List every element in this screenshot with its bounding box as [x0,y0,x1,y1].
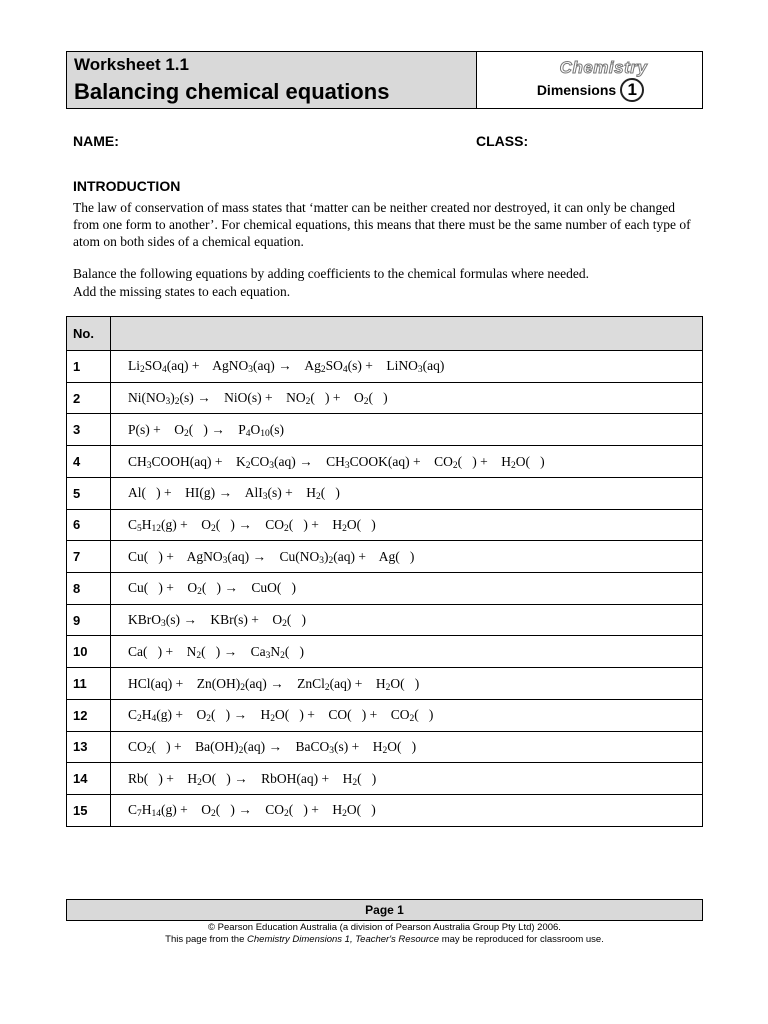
introduction-paragraph: The law of conservation of mass states that ‘matter can be neither created nor destroyed, it can only be changed from one form to another’. For chemical equations, this means that there must be the same number of each type of atom on both sides of a chemical equation. [73,200,691,249]
table-row [67,573,703,605]
table-row [67,414,703,446]
equation-cell[interactable] [111,382,703,414]
equation-text: $Ni(NO_3)_2(s)$ → NiO(s) + $NO_2$( ) + $O_2$( ) [128,390,388,408]
instructions [73,265,703,301]
equation-text: KBrO$_3$(s) → KBr(s) + $O_2$( ) [128,612,306,630]
table-row [67,731,703,763]
instructions-line-1: Balance the following equations by adding coefficients to the chemical formulas where needed. [73,266,589,281]
row-number: 9 [67,604,111,636]
row-number: 14 [67,763,111,795]
worksheet-title-block [67,52,477,108]
brand-logo-dimensions [537,78,644,102]
equation-text: $Li_2SO_4(aq)$ + AgNO$_3$(aq) → $Ag_2SO_4(s)$ + LiNO$_3$(aq) [128,358,445,376]
brand-logo-word: Dimensions [536,81,617,98]
brand-logo [477,52,702,108]
table-row [67,795,703,827]
table-row [67,382,703,414]
row-number: 8 [67,573,111,605]
column-header-no: No. [67,317,111,351]
reproduction-notice [66,934,703,946]
name-label: NAME: [73,133,119,149]
row-number: 3 [67,414,111,446]
equation-text: Ca( ) + $N_2$( ) → $Ca_3N_2$( ) [128,643,304,661]
equation-cell[interactable] [111,414,703,446]
row-number: 13 [67,731,111,763]
page-number-bar: Page 1 [66,899,703,921]
equation-cell[interactable] [111,699,703,731]
worksheet-title: Balancing chemical equations [74,79,390,104]
instructions-line-2: Add the missing states to each equation. [73,284,291,299]
reproduction-book-title: Chemistry Dimensions 1, Teacher's Resource [247,934,440,945]
equation-text: $CH_3COOH(aq)$ + $K_2CO_3(aq)$ → $CH_3COOK(aq)$ + $CO_2$( ) + $H_2O$( ) [128,453,545,471]
equation-cell[interactable] [111,351,703,383]
row-number: 15 [67,795,111,827]
row-number: 4 [67,446,111,478]
table-row [67,763,703,795]
equation-cell[interactable] [111,477,703,509]
introduction-heading: INTRODUCTION [73,178,181,194]
column-header-equation [111,317,703,351]
brand-logo-chemistry: Chemistry [559,57,648,77]
table-row [67,446,703,478]
row-number: 11 [67,668,111,700]
table-row [67,351,703,383]
reproduction-prefix: This page from the [165,934,248,945]
table-row [67,699,703,731]
copyright-notice: © Pearson Education Australia (a division of Pearson Australia Group Pty Ltd) 2006. [208,922,561,933]
row-number: 1 [67,351,111,383]
equation-cell[interactable] [111,446,703,478]
worksheet-number: Worksheet 1.1 [74,55,189,74]
worksheet-header [66,51,703,109]
table-row [67,668,703,700]
class-label: CLASS: [476,133,529,149]
equation-text: $C_2H_4(g)$ + $O_2$( ) → $H_2O$( ) + CO( ) + $CO_2$( ) [128,707,434,725]
equation-text: Al( ) + HI(g) → AlI$_3$(s) + $H_2$( ) [128,485,340,503]
row-number: 5 [67,477,111,509]
equation-text: $C_5H_{12}(g)$ + $O_2$( ) → $CO_2$( ) + $H_2O$( ) [128,516,376,534]
table-row [67,636,703,668]
equation-cell[interactable] [111,763,703,795]
row-number: 2 [67,382,111,414]
equation-text: Cu( ) + $O_2$( ) → CuO( ) [128,580,296,598]
equation-text: P(s) + $O_2$( ) → $P_4O_{10}(s)$ [128,421,284,439]
equation-cell[interactable] [111,795,703,827]
equation-cell[interactable] [111,636,703,668]
equation-text: Rb( ) + $H_2O$( ) → RbOH(aq) + $H_2$( ) [128,770,377,788]
equation-cell[interactable] [111,731,703,763]
row-number: 6 [67,509,111,541]
table-header-row [67,317,703,351]
brand-logo-number-circle: 1 [620,78,644,102]
row-number: 10 [67,636,111,668]
equation-text: $C_7H_{14}(g)$ + $O_2$( ) → $CO_2$( ) + $H_2O$( ) [128,802,376,820]
reproduction-suffix: may be reproduced for classroom use. [439,934,604,945]
equations-table [66,316,703,827]
equation-cell[interactable] [111,604,703,636]
table-row [67,477,703,509]
row-number: 7 [67,541,111,573]
equation-text: $CO_2$( ) + $Ba(OH)_2(aq)$ → BaCO$_3$(s) + $H_2O$( ) [128,738,417,756]
equation-cell[interactable] [111,541,703,573]
row-number: 12 [67,699,111,731]
equation-text: HCl(aq) + $Zn(OH)_2(aq)$ → ZnCl$_2$(aq) + $H_2O$( ) [128,675,420,693]
table-row [67,604,703,636]
equation-text: Cu( ) + AgNO$_3$(aq) → $Cu(NO_3)_2(aq)$ + Ag( ) [128,548,415,566]
equation-cell[interactable] [111,573,703,605]
table-row [67,541,703,573]
table-row [67,509,703,541]
equation-cell[interactable] [111,668,703,700]
equation-cell[interactable] [111,509,703,541]
